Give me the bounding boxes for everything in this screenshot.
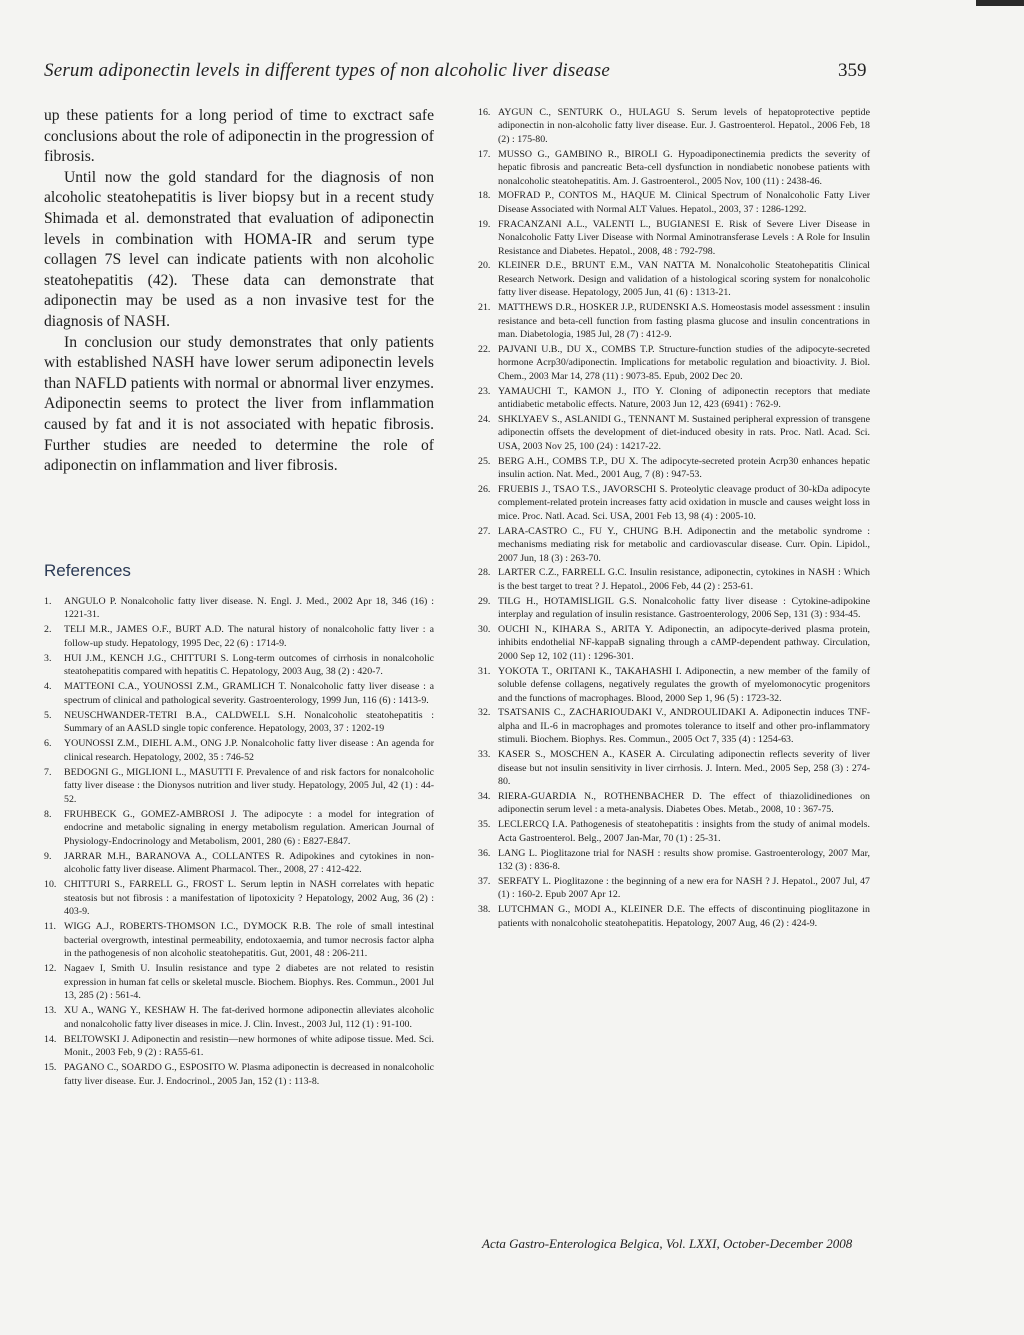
reference-number: 4. xyxy=(44,681,52,693)
reference-text: SERFATY L. Pioglitazone : the beginning of a new era for NASH ? J. Hepatol., 2007 Jul, 47 (1) : 160-2. Epub 2007 Apr 12. xyxy=(498,875,870,901)
reference-text: MATTEONI C.A., YOUNOSSI Z.M., GRAMLICH T. Nonalcoholic fatty liver disease : a spectrum of clinical and pathological severity. Gastroenterology, 1999 Jun, 116 (6) : 1413-9. xyxy=(64,681,434,706)
reference-item xyxy=(478,818,870,845)
reference-item xyxy=(478,148,870,188)
reference-text: SHKLYAEV S., ASLANIDI G., TENNANT M. Sustained peripheral expression of transgene adiponectin offsets the development of diet-induced obesity in rats. Proc. Natl. Acad. Sci. USA, 2003 Nov 25, 100 (24) : 14217-22. xyxy=(498,413,870,452)
reference-number: 34. xyxy=(478,790,491,802)
reference-number: 37. xyxy=(478,875,491,887)
reference-item xyxy=(478,301,870,341)
reference-number: 36. xyxy=(478,847,491,859)
reference-item xyxy=(478,623,870,663)
reference-text: LUTCHMAN G., MODI A., KLEINER D.E. The effects of discontinuing pioglitazone in patients with nonalcoholic steatohepatitis. Hepatology, 2007 Aug, 46 (2) : 424-9. xyxy=(498,904,870,929)
reference-number: 14. xyxy=(44,1033,57,1045)
reference-number: 23. xyxy=(478,385,491,397)
reference-item xyxy=(44,623,434,650)
reference-number: 21. xyxy=(478,302,491,314)
reference-item xyxy=(478,189,870,216)
reference-item xyxy=(478,665,870,705)
reference-number: 35. xyxy=(478,819,491,831)
reference-item xyxy=(478,343,870,383)
reference-text: LARA-CASTRO C., FU Y., CHUNG B.H. Adiponectin and the metabolic syndrome : mechanisms mediating risk for metabolic and cardiovascular disease. Curr. Opin. Lipidol., 2007 Jun, 18 (3) : 263-70. xyxy=(498,525,870,564)
reference-item xyxy=(478,903,870,930)
reference-number: 17. xyxy=(478,148,491,160)
reference-number: 8. xyxy=(44,808,52,820)
reference-number: 22. xyxy=(478,343,491,355)
reference-item xyxy=(44,962,434,1003)
reference-text: LANG L. Pioglitazone trial for NASH : results show promise. Gastroenterology, 2007 Mar, 132 (3) : 836-8. xyxy=(498,847,870,872)
reference-number: 32. xyxy=(478,707,491,719)
reference-number: 5. xyxy=(44,709,52,721)
reference-text: MOFRAD P., CONTOS M., HAQUE M. Clinical Spectrum of Nonalcoholic Fatty Liver Disease Associated with Normal ALT Values. Hepatol., 2003, 37 : 1286-1292. xyxy=(498,190,870,215)
reference-list-left xyxy=(44,595,434,1089)
reference-list-right xyxy=(478,106,870,930)
reference-text: KLEINER D.E., BRUNT E.M., VAN NATTA M. Nonalcoholic Steatohepatitis Clinical Research Network. Design and validation of a histological scoring system for nonalcoholic fatty liver disease. Hepatology, 2005 Jun, 41 (6) : 1313-21. xyxy=(498,260,870,299)
reference-number: 16. xyxy=(478,107,491,118)
reference-item xyxy=(44,766,434,807)
reference-number: 11. xyxy=(44,921,56,933)
reference-text: KASER S., MOSCHEN A., KASER A. Circulating adiponectin reflects severity of liver disease but not insulin sensitivity in liver cirrhosis. J. Intern. Med., 2005 Sep, 258 (3) : 274-80. xyxy=(498,749,870,787)
body-paragraph: In conclusion our study demonstrates that only patients with established NASH have lower serum adiponectin levels than NAFLD patients with normal or abnormal liver enzymes. Adiponectin seems to protect the liver from inflammation caused by fat and it is not associated with hepatic fibrosis. Further studies are needed to determine the role of adiponectin on inflammation and liver fibrosis. xyxy=(44,333,434,475)
reference-text: BELTOWSKI J. Adiponectin and resistin—new hormones of white adipose tissue. Med. Sci. Monit., 2003 Feb, 9 (2) : RA55-61. xyxy=(64,1033,434,1059)
reference-text: LECLERCQ I.A. Pathogenesis of steatohepatitis : insights from the study of animal models. Acta Gastroenterol. Belg., 2007 Jan-Mar, 70 (1) : 25-31. xyxy=(498,819,870,844)
reference-item xyxy=(478,413,870,453)
reference-number: 38. xyxy=(478,904,491,916)
reference-text: ANGULO P. Nonalcoholic fatty liver disease. N. Engl. J. Med., 2002 Apr 18, 346 (16) : 1221-31. xyxy=(64,595,434,621)
reference-number: 13. xyxy=(44,1005,57,1017)
reference-number: 31. xyxy=(478,665,491,677)
reference-item xyxy=(44,1061,434,1088)
reference-text: PAJVANI U.B., DU X., COMBS T.P. Structure-function studies of the adipocyte-secreted hormone Acrp30/adiponectin. Implications for metabolic regulation and bioactivity. J. Biol. Chem., 2003 Mar 14, 278 (11) : 9073-85. Epub, 2002 Dec 20. xyxy=(498,343,870,382)
reference-item xyxy=(478,595,870,622)
reference-text: MATTHEWS D.R., HOSKER J.P., RUDENSKI A.S. Homeostasis model assessment : insulin resistance and beta-cell function from fasting plasma glucose and insulin concentrations in man. Diabetologia, 1985 Jul, 28 (7) : 412-9. xyxy=(498,302,870,340)
reference-text: XU A., WANG Y., KESHAW H. The fat-derived hormone adiponectin alleviates alcoholic and nonalcoholic fatty liver diseases in mice. J. Clin. Invest., 2003 Jul, 112 (1) : 91-100. xyxy=(64,1005,434,1030)
reference-item xyxy=(44,652,434,679)
reference-item xyxy=(44,595,434,622)
reference-item xyxy=(478,875,870,902)
reference-number: 20. xyxy=(478,260,491,272)
reference-text: RIERA-GUARDIA N., ROTHENBACHER D. The effect of thiazolidinediones on adiponectin serum level : a meta-analysis. Diabetes Obes. Metab., 2008, 10 : 367-75. xyxy=(498,790,870,816)
reference-text: YAMAUCHI T., KAMON J., ITO Y. Cloning of adiponectin receptors that mediate antidiabetic metabolic effects. Nature, 2003 Jun 12, 423 (6941) : 762-9. xyxy=(498,385,870,411)
reference-text: HUI J.M., KENCH J.G., CHITTURI S. Long-term outcomes of cirrhosis in nonalcoholic steatohepatitis compared with hepatitis C. Hepatology, 2003 Aug, 38 (2) : 420-7. xyxy=(64,652,434,678)
running-header-title: Serum adiponectin levels in different types of non alcoholic liver disease xyxy=(44,60,611,81)
reference-item xyxy=(478,706,870,746)
reference-text: LARTER C.Z., FARRELL G.C. Insulin resistance, adiponectin, cytokines in NASH : Which is the best target to treat ? J. Hepatol., 2006 Feb, 44 (2) : 253-61. xyxy=(498,567,870,592)
reference-item xyxy=(478,847,870,874)
body-paragraph: Until now the gold standard for the diagnosis of non alcoholic steatohepatitis is liver biopsy but in a recent study Shimada et al. demonstrated that evaluation of adiponectin levels in combination with HOMA-IR and serum type collagen 7S level can indicate patients with non alcoholic steatohepatitis (42). These data can demonstrate that adiponectin may be used as a non invasive test for the diagnosis of NASH. xyxy=(44,168,434,330)
reference-number: 15. xyxy=(44,1062,57,1074)
reference-text: OUCHI N., KIHARA S., ARITA Y. Adiponectin, an adipocyte-derived plasma protein, inhibits endothelial NF-kappaB signaling through a cAMP-dependent pathway. Circulation, 2000 Sep 12, 102 (11) : 1296-301. xyxy=(498,624,870,662)
scan-corner-mark xyxy=(976,0,1024,6)
journal-footer: Acta Gastro-Enterologica Belgica, Vol. LXXI, October-December 2008 xyxy=(482,1236,853,1251)
reference-item xyxy=(478,106,870,146)
reference-number: 6. xyxy=(44,738,52,750)
reference-item xyxy=(44,680,434,707)
reference-number: 28. xyxy=(478,567,491,579)
reference-item xyxy=(478,483,870,523)
reference-item xyxy=(478,525,870,565)
right-column xyxy=(478,106,870,931)
reference-text: BERG A.H., COMBS T.P., DU X. The adipocyte-secreted protein Acrp30 enhances hepatic insulin action. Nat. Med., 2001 Aug, 7 (8) : 947-53. xyxy=(498,455,870,481)
references-heading: References xyxy=(44,560,131,580)
reference-item xyxy=(44,878,434,919)
reference-text: BEDOGNI G., MIGLIONI L., MASUTTI F. Prevalence of and risk factors for nonalcoholic fatty liver disease : the Dionysos nutrition and liver study. Hepatology, 2005 Jul, 42 (1) : 44-52. xyxy=(64,766,434,805)
reference-number: 9. xyxy=(44,850,52,862)
reference-text: YOUNOSSI Z.M., DIEHL A.M., ONG J.P. Nonalcoholic fatty liver disease : An agenda for clinical research. Hepatology, 2002, 35 : 746-52 xyxy=(64,738,434,763)
reference-item xyxy=(478,218,870,258)
reference-text: AYGUN C., SENTURK O., HULAGU S. Serum levels of hepatoprotective peptide adiponectin in non-alcoholic fatty liver disease. Eur. J. Gastroenterol. Hepatol., 2006 Feb, 18 (2) : 175-80. xyxy=(498,107,870,145)
page-number: 359 xyxy=(838,60,867,81)
reference-text: WIGG A.J., ROBERTS-THOMSON I.C., DYMOCK R.B. The role of small intestinal bacterial overgrowth, intestinal permeability, endotoxaemia, and tumor necrosis factor alpha in the pathogenesis of non alcoholic steatohepatitis. Gut, 2001, 48 : 206-211. xyxy=(64,921,434,960)
reference-text: Nagaev I, Smith U. Insulin resistance and type 2 diabetes are not related to resistin expression in human fat cells or skeletal muscle. Biochem. Biophys. Res. Commun., 2001 Jul 13, 285 (2) : 561-4. xyxy=(64,963,434,1002)
reference-item xyxy=(478,790,870,817)
reference-number: 29. xyxy=(478,595,491,607)
reference-number: 12. xyxy=(44,963,57,975)
reference-item xyxy=(44,709,434,736)
reference-number: 24. xyxy=(478,413,491,425)
reference-number: 25. xyxy=(478,455,491,467)
reference-number: 30. xyxy=(478,624,491,636)
reference-item xyxy=(44,737,434,764)
reference-text: MUSSO G., GAMBINO R., BIROLI G. Hypoadiponectinemia predicts the severity of hepatic fibrosis and pancreatic Beta-cell dysfunction in nondiabetic nonobese patients with nonalcoholic steatohepatitis. Am. J. Gastroenterol., 2005 Nov, 100 (11) : 2438-46. xyxy=(498,148,870,187)
reference-item xyxy=(478,566,870,593)
reference-text: YOKOTA T., ORITANI K., TAKAHASHI I. Adiponectin, a new member of the family of soluble defense collagens, negatively regulates the growth of myelomonocytic progenitors and the functions of macrophages. Blood, 2000 Sep 1, 96 (5) : 1723-32. xyxy=(498,665,870,704)
reference-text: PAGANO C., SOARDO G., ESPOSITO W. Plasma adiponectin is decreased in nonalcoholic fatty liver disease. Eur. J. Endocrinol., 2005 Jan, 152 (1) : 113-8. xyxy=(64,1062,434,1087)
reference-number: 7. xyxy=(44,766,52,778)
reference-number: 33. xyxy=(478,749,491,761)
reference-number: 27. xyxy=(478,525,491,537)
reference-number: 26. xyxy=(478,483,491,495)
reference-item xyxy=(478,259,870,299)
reference-text: FRUHBECK G., GOMEZ-AMBROSI J. The adipocyte : a model for integration of endocrine and metabolic signaling in energy metabolism regulation. American Journal of Physiology-Endocrinology and Metabolism, 2001, 280 (6) : E827-E847. xyxy=(64,808,434,847)
reference-text: TELI M.R., JAMES O.F., BURT A.D. The natural history of nonalcoholic fatty liver : a follow-up study. Hepatology, 1995 Dec, 22 (6) : 1714-9. xyxy=(64,624,434,649)
reference-text: FRUEBIS J., TSAO T.S., JAVORSCHI S. Proteolytic cleavage product of 30-kDa adipocyte complement-related protein increases fatty acid oxidation in muscle and causes weight loss in mice. Proc. Natl. Acad. Sci. USA, 2001 Feb 13, 98 (4) : 2005-10. xyxy=(498,483,870,522)
reference-item xyxy=(44,808,434,849)
reference-text: TILG H., HOTAMISLIGIL G.S. Nonalcoholic fatty liver disease : Cytokine-adipokine interplay and regulation of insulin resistance. Gastroenterology, 2006 Sep, 131 (3) : 934-45. xyxy=(498,595,870,621)
reference-number: 10. xyxy=(44,879,57,891)
reference-number: 3. xyxy=(44,652,52,664)
reference-item xyxy=(44,850,434,877)
reference-item xyxy=(44,1033,434,1060)
reference-text: NEUSCHWANDER-TETRI B.A., CALDWELL S.H. Nonalcoholic steatohepatitis : Summary of an AASLD single topic conference. Hepatology, 2003, 37 : 1202-19 xyxy=(64,709,434,735)
reference-text: TSATSANIS C., ZACHARIOUDAKI V., ANDROULIDAKI A. Adiponectin induces TNF-alpha and IL-6 in macrophages and promotes tolerance to itself and other pro-inflammatory stimuli. Biochem. Biophys. Res. Commun., 2005 Oct 7, 335 (4) : 1254-63. xyxy=(498,707,870,746)
reference-item xyxy=(478,385,870,412)
reference-number: 18. xyxy=(478,190,491,202)
reference-text: JARRAR M.H., BARANOVA A., COLLANTES R. Adipokines and cytokines in non-alcoholic fatty liver disease. Aliment Pharmacol. Ther., 2008, 27 : 412-422. xyxy=(64,850,434,876)
reference-number: 2. xyxy=(44,624,52,636)
reference-number: 1. xyxy=(44,595,52,607)
reference-text: CHITTURI S., FARRELL G., FROST L. Serum leptin in NASH correlates with hepatic steatosis but not fibrosis : a manifestation of lipotoxicity ? Hepatology, 2002 Aug, 36 (2) : 403-9. xyxy=(64,879,434,918)
reference-item xyxy=(478,748,870,788)
reference-item xyxy=(44,1004,434,1031)
left-column xyxy=(44,106,434,1090)
reference-item xyxy=(44,920,434,961)
reference-item xyxy=(478,455,870,482)
body-paragraph: up these patients for a long period of time to exctract safe conclusions about the role of adiponectin in the progression of fibrosis. xyxy=(44,107,434,166)
reference-number: 19. xyxy=(478,218,491,230)
reference-text: FRACANZANI A.L., VALENTI L., BUGIANESI E. Risk of Severe Liver Disease in Nonalcoholic Fatty Liver Disease with Normal Aminotransferase Levels : A Role for Insulin Resistance and Diabetes. Hepatol., 2008, 48 : 792-798. xyxy=(498,218,870,257)
